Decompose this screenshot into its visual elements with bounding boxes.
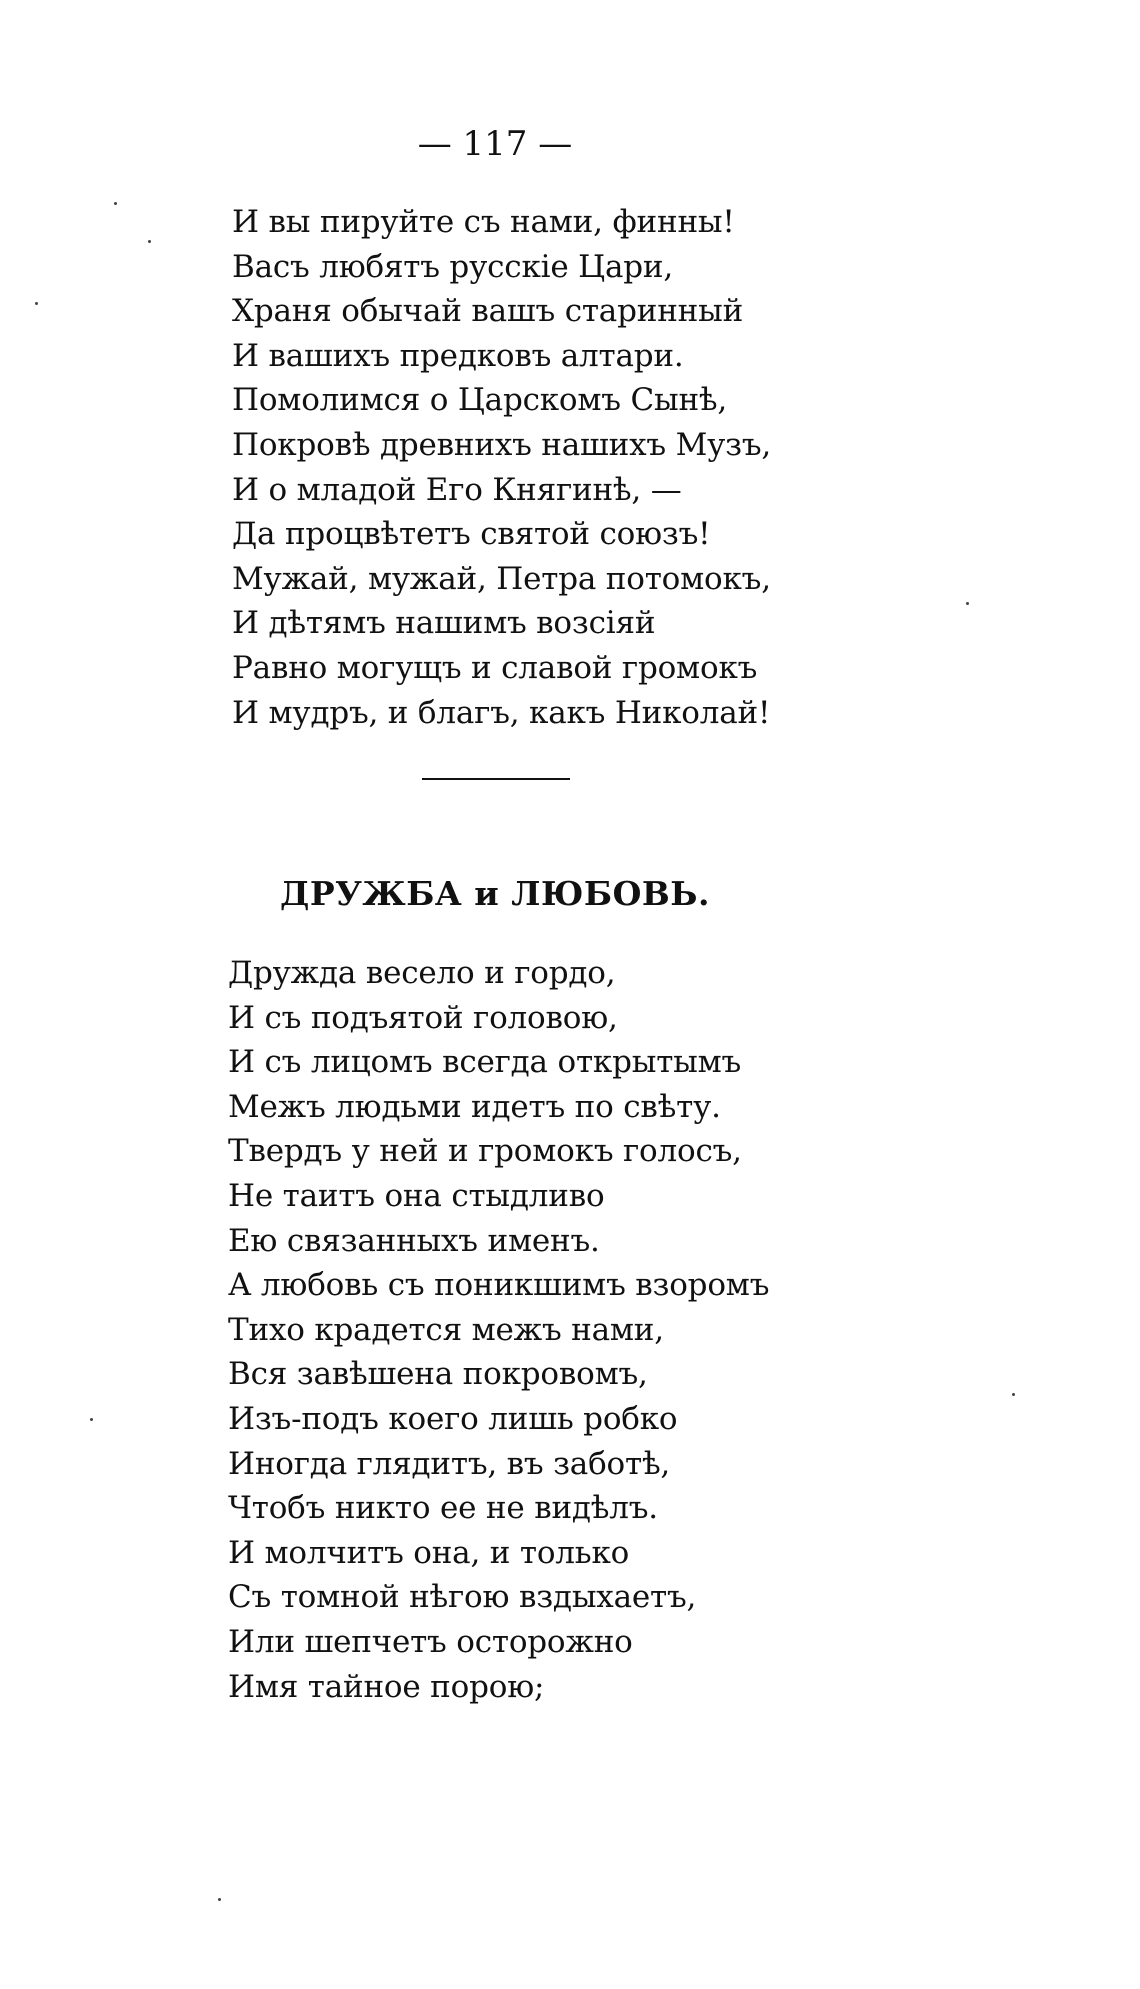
poem-line: И дѣтямъ нашимъ возсіяй — [232, 605, 656, 642]
poem-line: Или шепчетъ осторожно — [228, 1623, 633, 1660]
poem-top — [232, 200, 771, 735]
poem-bottom — [228, 951, 769, 1709]
poem-line: Вся завѣшена покровомъ, — [228, 1356, 648, 1393]
poem-line: Не таитъ она стыдливо — [228, 1177, 605, 1214]
poem-line: Имя тайное порою; — [228, 1668, 545, 1705]
poem-line: И о младой Его Княгинѣ, — — [232, 471, 682, 508]
poem-line: Помолимся о Царскомъ Сынѣ, — [232, 382, 728, 419]
poem-line: Равно могущъ и славой громокъ — [232, 649, 758, 686]
section-divider — [422, 778, 570, 780]
poem-title: ДРУЖБА и ЛЮБОВЬ. — [280, 874, 710, 913]
poem-line: И мудръ, и благъ, какъ Николай! — [232, 694, 771, 731]
scan-speck — [218, 1898, 221, 1901]
poem-line: И вы пируйте съ нами, финны! — [232, 204, 735, 240]
scan-speck — [90, 1418, 93, 1421]
poem-line: Чтобъ никто ее не видѣлъ. — [228, 1490, 658, 1527]
poem-line: Храня обычай вашъ старинный — [232, 293, 744, 330]
page-number: — 117 — — [417, 124, 573, 164]
poem-line: Покровѣ древнихъ нашихъ Музъ, — [232, 426, 772, 463]
poem-line: Иногда глядитъ, въ заботѣ, — [228, 1445, 671, 1482]
poem-line: Ею связанныхъ именъ. — [228, 1222, 600, 1259]
poem-line: И вашихъ предковъ алтари. — [232, 337, 684, 374]
poem-line: Твердъ у ней и громокъ голосъ, — [228, 1133, 742, 1170]
poem-line: Мужай, мужай, Петра потомокъ, — [232, 560, 771, 597]
poem-line: И съ подъятой головою, — [228, 999, 618, 1036]
poem-line: А любовь съ поникшимъ взоромъ — [228, 1267, 770, 1304]
poem-line: Межъ людьми идетъ по свѣту. — [228, 1088, 721, 1125]
scan-speck — [966, 602, 969, 605]
poem-line: Да процвѣтетъ святой союзъ! — [232, 516, 711, 553]
scan-speck — [1012, 1393, 1015, 1396]
poem-line: И съ лицомъ всегда открытымъ — [228, 1044, 742, 1081]
scan-speck — [35, 302, 38, 305]
poem-line: Васъ любятъ русскіе Цари, — [232, 248, 674, 285]
poem-line: Изъ-подъ коего лишь робко — [228, 1400, 678, 1437]
poem-line: Съ томной нѣгою вздыхаетъ, — [228, 1579, 697, 1616]
scan-speck — [114, 202, 117, 205]
scan-speck — [148, 240, 151, 243]
poem-line: И молчитъ она, и только — [228, 1534, 630, 1571]
poem-line: Дружда весело и гордо, — [228, 955, 616, 991]
poem-line: Тихо крадется межъ нами, — [228, 1311, 664, 1348]
